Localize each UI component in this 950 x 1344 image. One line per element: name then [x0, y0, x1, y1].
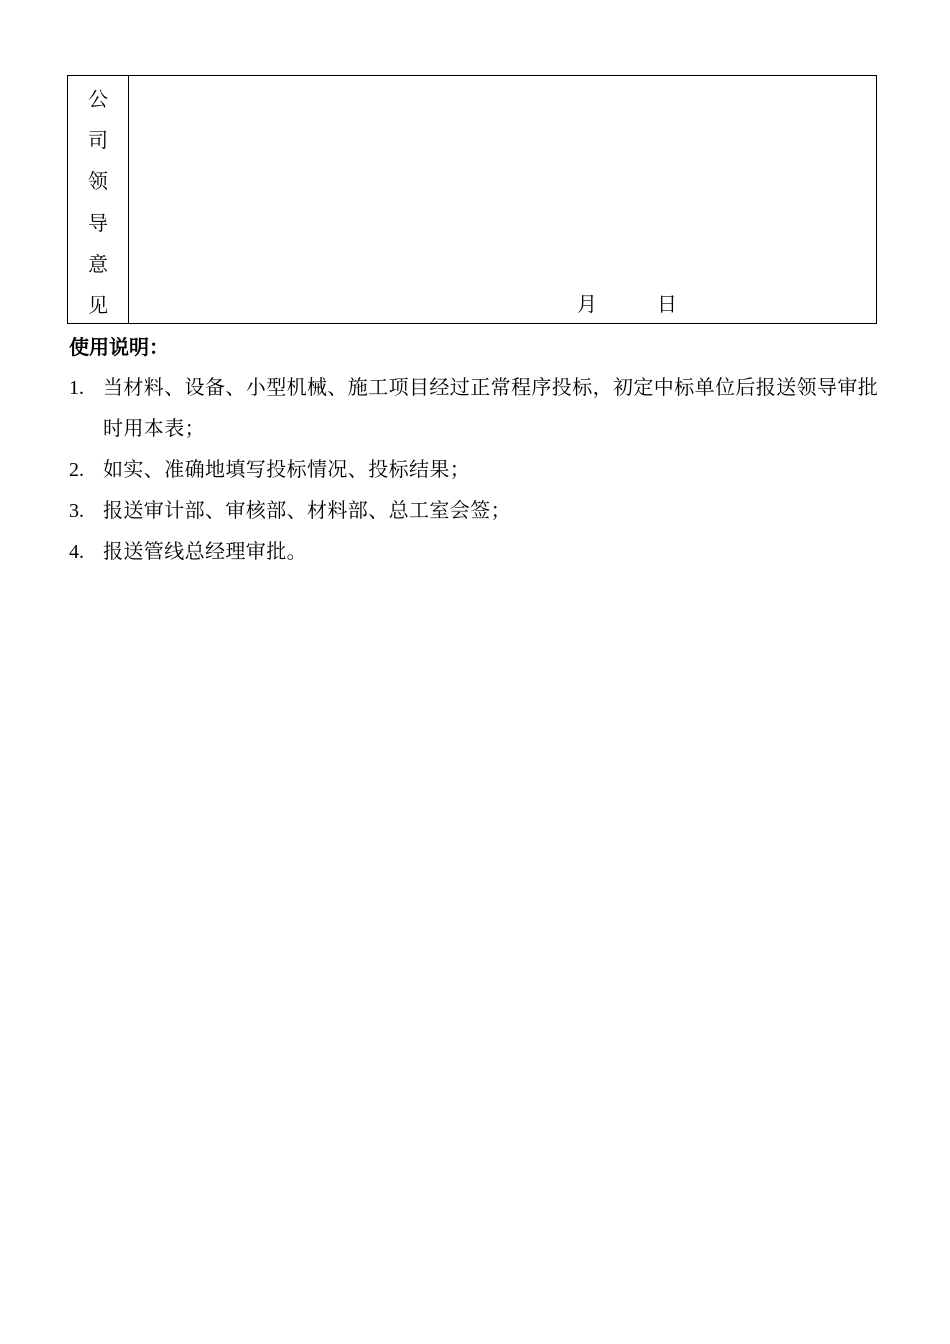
instructions-title: 使用说明：	[69, 335, 169, 359]
label-char: 意	[88, 251, 108, 276]
label-char: 领	[88, 169, 108, 194]
month-label: 月	[577, 292, 597, 316]
instruction-item	[69, 449, 884, 491]
label-char: 公	[88, 87, 108, 111]
label-char: 司	[88, 128, 108, 153]
instruction-text: 如实、准确地填写投标情况、投标结果；	[103, 457, 471, 481]
instruction-item	[69, 531, 884, 573]
instruction-text: 当材料、设备、小型机械、施工项目经过正常程序投标，初定中标单位后报送领导审批时用本表；	[103, 375, 879, 440]
leader-opinion-table	[67, 75, 877, 324]
leader-opinion-label-cell	[68, 76, 129, 323]
leader-opinion-input-area[interactable]	[129, 76, 876, 323]
instruction-number: 3.	[69, 500, 84, 522]
label-char: 见	[88, 292, 108, 317]
instruction-text: 报送管线总经理审批。	[103, 539, 307, 563]
label-char: 导	[88, 210, 108, 235]
day-label: 日	[657, 292, 677, 316]
instruction-number: 1.	[69, 377, 84, 399]
instruction-item	[69, 367, 884, 449]
instruction-number: 4.	[69, 541, 84, 563]
instruction-item	[69, 490, 884, 532]
instruction-number: 2.	[69, 459, 84, 481]
instruction-text: 报送审计部、审核部、材料部、总工室会签；	[103, 498, 511, 522]
